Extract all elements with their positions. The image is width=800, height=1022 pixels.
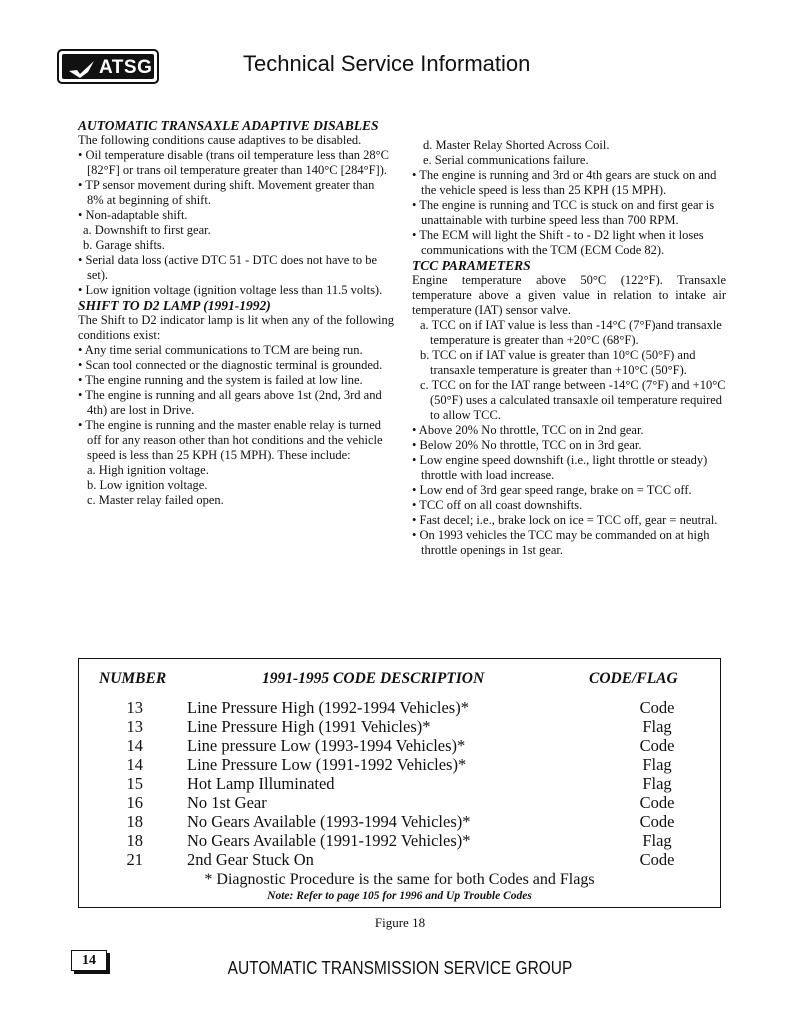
list-item: c. TCC on for the IAT range between -14°C (7°F) and +10°C (50°F) uses a calculated transaxle oil temperature required to allow TCC.: [420, 378, 726, 422]
list-item: • The engine is running and the master enable relay is turned off for any reason other than hot conditions and the vehicle speed is less than 25 KPH (15 MPH). These include:: [78, 418, 383, 462]
code-table: [78, 658, 721, 908]
figure-caption: Figure 18: [374, 915, 426, 930]
code-number: 14: [126, 736, 143, 755]
list-item: • Oil temperature disable (trans oil temperature less than 28°C [82°F] or trans oil temperature greater than 140°C [284°F]).: [78, 148, 390, 177]
table-row: [79, 812, 720, 831]
code-number: 13: [126, 698, 143, 717]
list-item: • Low engine speed downshift (i.e., light throttle or steady) throttle with load increase.: [412, 453, 708, 482]
code-number: 13: [126, 717, 143, 736]
table-row: [79, 717, 720, 736]
code-flag: Code: [639, 850, 675, 869]
left-column: [78, 118, 394, 508]
section-heading: TCC PARAMETERS: [412, 258, 531, 273]
table-row: [79, 755, 720, 774]
table-footnote: * Diagnostic Procedure is the same for both Codes and Flags: [204, 871, 595, 888]
list-item: • TCC off on all coast downshifts.: [412, 498, 583, 512]
list-item: • Low ignition voltage (ignition voltage less than 11.5 volts).: [78, 283, 383, 297]
section-heading: SHIFT TO D2 LAMP (1991-1992): [78, 298, 271, 313]
column-header-description: 1991-1995 CODE DESCRIPTION: [262, 670, 485, 687]
list-item: • The engine is running and all gears above 1st (2nd, 3rd and 4th) are lost in Drive.: [78, 388, 382, 417]
list-item: • Fast decel; i.e., brake lock on ice = TCC off, gear = neutral.: [412, 513, 718, 527]
list-item: • Scan tool connected or the diagnostic terminal is grounded.: [78, 358, 383, 372]
table-row: [79, 831, 720, 850]
code-description: Line Pressure High (1991 Vehicles)*: [187, 717, 431, 736]
code-number: 18: [126, 831, 143, 850]
code-flag: Code: [639, 736, 675, 755]
code-number: 16: [126, 793, 143, 812]
code-description: 2nd Gear Stuck On: [187, 850, 314, 869]
code-number: 15: [126, 774, 143, 793]
table-row: [79, 698, 720, 717]
column-header-code-flag: CODE/FLAG: [589, 670, 678, 687]
code-number: 18: [126, 812, 143, 831]
code-description: Hot Lamp Illuminated: [187, 774, 335, 793]
page-number: 14: [71, 950, 107, 971]
table-row: [79, 774, 720, 793]
code-description: Line Pressure High (1992-1994 Vehicles)*: [187, 698, 469, 717]
list-item: b. Garage shifts.: [83, 238, 165, 252]
logo-text: ATSG: [99, 57, 153, 78]
list-item: • Above 20% No throttle, TCC on in 2nd gear.: [412, 423, 644, 437]
page-title: Technical Service Information: [243, 51, 531, 76]
table-row: [79, 850, 720, 869]
list-item: a. Downshift to first gear.: [83, 223, 211, 237]
list-item: e. Serial communications failure.: [423, 153, 589, 167]
list-item: a. High ignition voltage.: [87, 463, 209, 477]
list-item: • The ECM will light the Shift - to - D2 light when it loses communications with the TCM (ECM Code 82).: [412, 228, 704, 257]
list-item: • Serial data loss (active DTC 51 - DTC does not have to be set).: [78, 253, 378, 282]
list-item: a. TCC on if IAT value is less than -14°C (7°F)and transaxle temperature is greater than +20°C (68°F).: [420, 318, 722, 347]
list-item: • The engine running and the system is failed at low line.: [78, 373, 363, 387]
list-item: • TP sensor movement during shift. Movement greater than 8% at beginning of shift.: [78, 178, 375, 207]
table-row: [79, 793, 720, 812]
list-item: • The engine is running and 3rd or 4th gears are stuck on and the vehicle speed is less than 25 KPH (15 MPH).: [412, 168, 717, 197]
code-flag: Flag: [642, 831, 672, 850]
list-item: c. Master relay failed open.: [87, 493, 224, 507]
list-item: • Any time serial communications to TCM are being run.: [78, 343, 363, 357]
table-row: [79, 736, 720, 755]
code-description: Line Pressure Low (1991-1992 Vehicles)*: [187, 755, 467, 774]
code-flag: Code: [639, 812, 675, 831]
code-number: 14: [126, 755, 143, 774]
code-flag: Code: [639, 793, 675, 812]
list-item: • The engine is running and TCC is stuck on and first gear is unattainable with turbine speed less than 700 RPM.: [412, 198, 715, 227]
table-note: Note: Refer to page 105 for 1996 and Up Trouble Codes: [267, 890, 532, 902]
column-header-number: NUMBER: [99, 670, 167, 687]
code-description: No 1st Gear: [187, 793, 267, 812]
checkmark-icon: [68, 59, 96, 80]
code-flag: Flag: [642, 717, 672, 736]
code-description: No Gears Available (1991-1992 Vehicles)*: [187, 831, 471, 850]
right-column: [412, 138, 726, 558]
list-item: • Below 20% No throttle, TCC on in 3rd gear.: [412, 438, 642, 452]
list-item: • Low end of 3rd gear speed range, brake on = TCC off.: [412, 483, 692, 497]
footer-title: AUTOMATIC TRANSMISSION SERVICE GROUP: [227, 958, 573, 978]
code-flag: Flag: [642, 774, 672, 793]
code-flag: Code: [639, 698, 675, 717]
list-item: b. Low ignition voltage.: [87, 478, 208, 492]
list-item: b. TCC on if IAT value is greater than 10°C (50°F) and transaxle temperature is greater than +10°C (50°F).: [420, 348, 696, 377]
code-description: No Gears Available (1993-1994 Vehicles)*: [187, 812, 471, 831]
code-flag: Flag: [642, 755, 672, 774]
code-number: 21: [126, 850, 143, 869]
list-item: • Non-adaptable shift.: [78, 208, 188, 222]
list-item: d. Master Relay Shorted Across Coil.: [423, 138, 610, 152]
paragraph: The Shift to D2 indicator lamp is lit when any of the following conditions exist:: [78, 313, 394, 342]
code-description: Line pressure Low (1993-1994 Vehicles)*: [187, 736, 466, 755]
paragraph: The following conditions cause adaptives to be disabled.: [78, 133, 362, 147]
paragraph: Engine temperature above 50°C (122°F). Transaxle temperature above a given value in relation to intake air temperature (IAT) sensor valve.: [412, 273, 726, 317]
atsg-logo: [57, 49, 159, 84]
section-heading: AUTOMATIC TRANSAXLE ADAPTIVE DISABLES: [78, 118, 379, 133]
list-item: • On 1993 vehicles the TCC may be commanded on at high throttle openings in 1st gear.: [412, 528, 710, 557]
